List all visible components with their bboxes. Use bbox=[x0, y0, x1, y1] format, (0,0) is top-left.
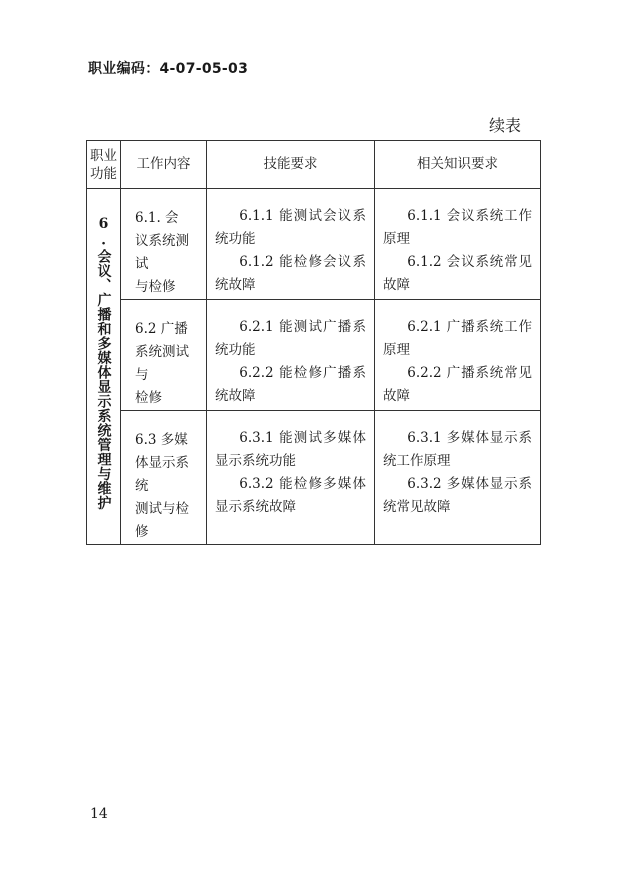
work-line: 6.2 广播 bbox=[135, 321, 188, 337]
table-row bbox=[87, 411, 541, 545]
skill-standard-table bbox=[86, 140, 541, 545]
knowledge-item: 6.1.2 会议系统常见故障 bbox=[383, 254, 532, 293]
work-line: 体显示系统 bbox=[135, 455, 189, 494]
skill-item: 6.2.2 能检修广播系统故障 bbox=[215, 365, 366, 404]
skill-item: 6.3.2 能检修多媒体显示系统故障 bbox=[215, 476, 366, 515]
function-text: 6.会议、广播和多媒体显示系统管理与维护 bbox=[95, 215, 112, 510]
work-line: 测试与检修 bbox=[135, 501, 189, 540]
continued-label: 续表 bbox=[489, 116, 522, 135]
header-skill: 技能要求 bbox=[207, 141, 375, 189]
work-line: 6.1. 会 bbox=[135, 210, 179, 226]
skill-item: 6.1.2 能检修会议系统故障 bbox=[215, 254, 366, 293]
work-cell bbox=[121, 189, 207, 300]
header-knowledge: 相关知识要求 bbox=[375, 141, 541, 189]
table-row bbox=[87, 189, 541, 300]
work-line: 系统测试与 bbox=[135, 344, 189, 383]
skill-cell bbox=[207, 411, 375, 545]
knowledge-cell bbox=[375, 189, 541, 300]
work-line: 议系统测试 bbox=[135, 233, 189, 272]
knowledge-item: 6.2.1 广播系统工作原理 bbox=[383, 319, 532, 358]
work-line: 与检修 bbox=[135, 279, 176, 295]
work-line: 检修 bbox=[135, 390, 162, 406]
header-function-line1: 职业 bbox=[90, 147, 117, 164]
skill-item: 6.2.1 能测试广播系统功能 bbox=[215, 319, 366, 358]
skill-cell bbox=[207, 300, 375, 411]
skill-cell bbox=[207, 189, 375, 300]
work-line: 6.3 多媒 bbox=[135, 432, 188, 448]
knowledge-item: 6.3.1 多媒体显示系统工作原理 bbox=[383, 430, 532, 469]
header-function-line2: 功能 bbox=[90, 165, 117, 182]
page-number: 14 bbox=[90, 806, 108, 822]
occupation-code: 职业编码：4-07-05-03 bbox=[88, 61, 249, 77]
knowledge-item: 6.3.2 多媒体显示系统常见故障 bbox=[383, 476, 532, 515]
function-cell bbox=[87, 189, 121, 545]
header-work: 工作内容 bbox=[121, 141, 207, 189]
knowledge-cell bbox=[375, 300, 541, 411]
work-cell bbox=[121, 411, 207, 545]
skill-item: 6.3.1 能测试多媒体显示系统功能 bbox=[215, 430, 366, 469]
header-function bbox=[87, 141, 121, 189]
knowledge-item: 6.2.2 广播系统常见故障 bbox=[383, 365, 532, 404]
table-row bbox=[87, 300, 541, 411]
skill-item: 6.1.1 能测试会议系统功能 bbox=[215, 208, 366, 247]
table-header-row bbox=[87, 141, 541, 189]
knowledge-item: 6.1.1 会议系统工作原理 bbox=[383, 208, 532, 247]
knowledge-cell bbox=[375, 411, 541, 545]
work-cell bbox=[121, 300, 207, 411]
